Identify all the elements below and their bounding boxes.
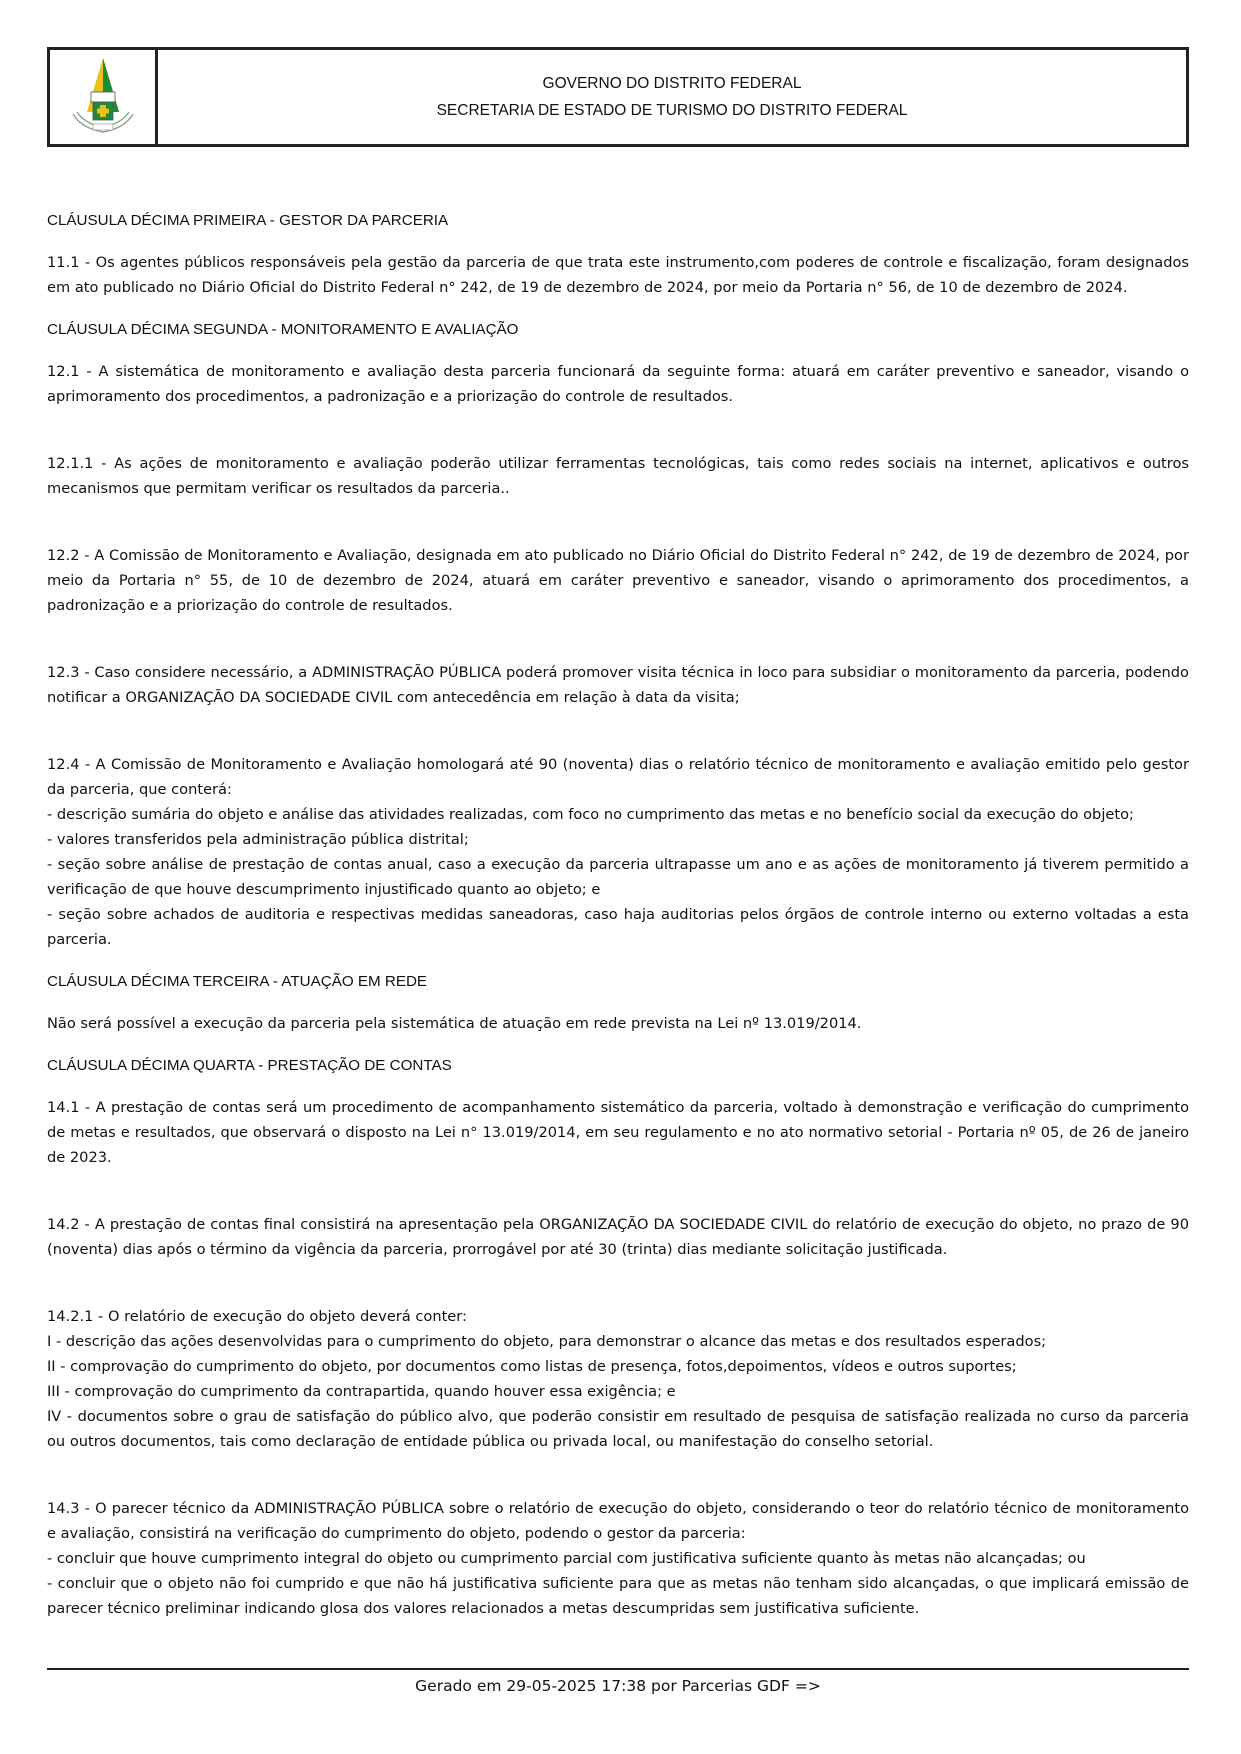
list-item: - concluir que o objeto não foi cumprido e que não há justificativa suficiente para que as metas não tenham sido alcançadas, o que implicará emissão de parecer técnico preliminar indicando glosa dos valores relacionados a metas descumpridas sem justificativa suficiente. [47,1575,1189,1617]
clause-14-heading: CLÁUSULA DÉCIMA QUARTA - PRESTAÇÃO DE CONTAS [47,1057,452,1074]
clause-12-heading: CLÁUSULA DÉCIMA SEGUNDA - MONITORAMENTO E AVALIAÇÃO [47,321,519,338]
list-item: - seção sobre achados de auditoria e respectivas medidas saneadoras, caso haja auditorias pelos órgãos de controle interno ou externo voltadas a esta parceria. [47,906,1189,948]
paragraph-14-1: 14.1 - A prestação de contas será um procedimento de acompanhamento sistemático da parceria, voltado à demonstração e verificação do cumprimento de metas e resultados, que observará o disposto na Lei n° 13.019/2014, em seu regulamento e no ato normativo setorial - Portaria nº 05, de 26 de janeiro de 2023. [47,1099,1189,1166]
paragraph-14-2: 14.2 - A prestação de contas final consistirá na apresentação pela ORGANIZAÇÃO DA SOCIEDADE CIVIL do relatório de execução do objeto, no prazo de 90 (noventa) dias após o término da vigência da parceria, prorrogável por até 30 (trinta) dias mediante solicitação justificada. [47,1216,1189,1258]
list-item: II - comprovação do cumprimento do objeto, por documentos como listas de presença, fotos,depoimentos, vídeos e outros suportes; [47,1358,1017,1375]
clause-11-heading: CLÁUSULA DÉCIMA PRIMEIRA - GESTOR DA PARCERIA [47,212,449,229]
footer-generated-text: Gerado em 29-05-2025 17:38 por Parcerias GDF => [415,1677,821,1695]
logo-cell [50,50,158,144]
header-titles [158,50,1186,144]
paragraph-12-4-intro: 12.4 - A Comissão de Monitoramento e Avaliação homologará até 90 (noventa) dias o relatório técnico de monitoramento e avaliação emitido pelo gestor da parceria, que conterá: [47,756,1189,798]
clause-13-heading: CLÁUSULA DÉCIMA TERCEIRA - ATUAÇÃO EM REDE [47,973,428,990]
paragraph-14-3-intro: 14.3 - O parecer técnico da ADMINISTRAÇÃO PÚBLICA sobre o relatório de execução do objeto, considerando o teor do relatório técnico de monitoramento e avaliação, consistirá na verificação do cumprimento do objeto, podendo o gestor da parceria: [47,1500,1189,1542]
gdf-coat-of-arms-icon [63,52,143,142]
list-item: - descrição sumária do objeto e análise das atividades realizadas, com foco no cumprimento das metas e no benefício social da execução do objeto; [47,806,1134,823]
document-body [47,208,1189,1621]
paragraph-13: Não será possível a execução da parceria pela sistemática de atuação em rede prevista na Lei nº 13.019/2014. [47,1015,862,1032]
list-item: - concluir que houve cumprimento integral do objeto ou cumprimento parcial com justificativa suficiente quanto às metas não alcançadas; ou [47,1550,1086,1567]
document-header [47,47,1189,147]
list-item: - seção sobre análise de prestação de contas anual, caso a execução da parceria ultrapasse um ano e as ações de monitoramento já tiverem permitido a verificação de que houve descumprimento injustificado quanto ao objeto; e [47,856,1189,898]
paragraph-12-3: 12.3 - Caso considere necessário, a ADMINISTRAÇÃO PÚBLICA poderá promover visita técnica in loco para subsidiar o monitoramento da parceria, podendo notificar a ORGANIZAÇÃO DA SOCIEDADE CIVIL com antecedência em relação à data da visita; [47,664,1189,706]
list-item: I - descrição das ações desenvolvidas para o cumprimento do objeto, para demonstrar o alcance das metas e dos resultados esperados; [47,1333,1047,1350]
secretariat-name: SECRETARIA DE ESTADO DE TURISMO DO DISTRITO FEDERAL [436,102,908,119]
paragraph-12-1-1: 12.1.1 - As ações de monitoramento e avaliação poderão utilizar ferramentas tecnológicas, tais como redes sociais na internet, aplicativos e outros mecanismos que permitam verificar os resultados da parceria.. [47,455,1189,497]
footer-divider [47,1668,1189,1670]
list-item: III - comprovação do cumprimento da contrapartida, quando houver essa exigência; e [47,1383,676,1400]
list-item: IV - documentos sobre o grau de satisfação do público alvo, que poderão consistir em resultado de pesquisa de satisfação realizada no curso da parceria ou outros documentos, tais como declaração de entidade pública ou privada local, ou manifestação do conselho setorial. [47,1408,1189,1450]
paragraph-12-1: 12.1 - A sistemática de monitoramento e avaliação desta parceria funcionará da seguinte forma: atuará em caráter preventivo e saneador, visando o aprimoramento dos procedimentos, a padronização e a priorização do controle de resultados. [47,363,1189,405]
government-name: GOVERNO DO DISTRITO FEDERAL [542,75,802,92]
paragraph-12-2: 12.2 - A Comissão de Monitoramento e Avaliação, designada em ato publicado no Diário Oficial do Distrito Federal n° 242, de 19 de dezembro de 2024, por meio da Portaria n° 55, de 10 de dezembro de 2024, atuará em caráter preventivo e saneador, visando o aprimoramento dos procedimentos, a padronização e a priorização do controle de resultados. [47,547,1189,614]
paragraph-14-2-1-intro: 14.2.1 - O relatório de execução do objeto deverá conter: [47,1308,467,1325]
paragraph-11-1: 11.1 - Os agentes públicos responsáveis pela gestão da parceria de que trata este instrumento,com poderes de controle e fiscalização, foram designados em ato publicado no Diário Oficial do Distrito Federal n° 242, de 19 de dezembro de 2024, por meio da Portaria n° 56, de 10 de dezembro de 2024. [47,254,1189,296]
list-item: - valores transferidos pela administração pública distrital; [47,831,469,848]
